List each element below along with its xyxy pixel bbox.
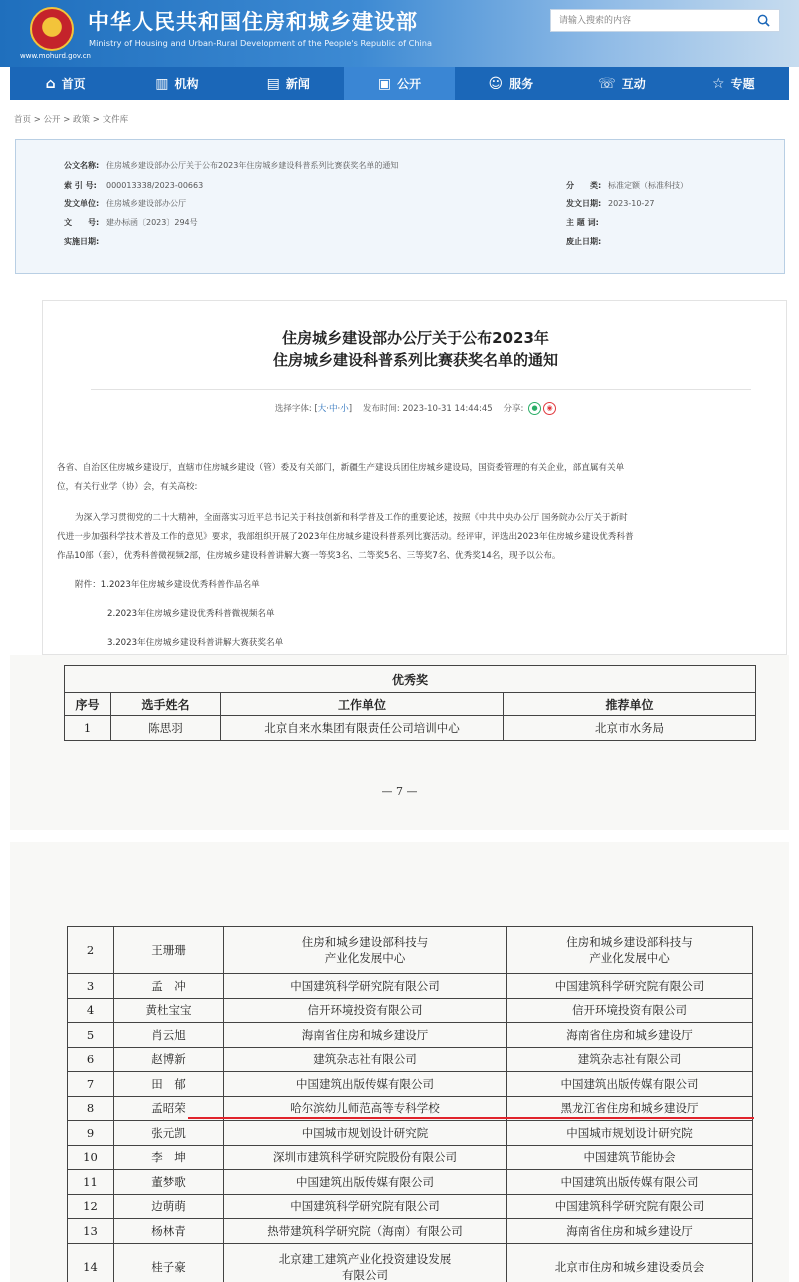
row-9-workplace-text: 中国城市规划设计研究院 [301, 1125, 429, 1140]
paragraph-body-line2: 代进一步加强科学技术普及工作的意见》要求，我部组织开展了2023年住房城乡建设科普系列比赛活动。经评审，评选出2023年住房城乡建设优秀科普 [57, 532, 634, 542]
row-3-workplace [224, 974, 507, 999]
row-8-seq [68, 1096, 114, 1121]
row-11-name-text: 董梦歌 [151, 1174, 186, 1189]
row-10-workplace [224, 1145, 507, 1170]
row-13-workplace-text: 热带建筑科学研究院（海南）有限公司 [267, 1223, 463, 1238]
row-12-name-text: 边萌萌 [151, 1199, 186, 1214]
row-13-name-text: 杨林青 [151, 1223, 186, 1238]
row-6-workplace-text: 建筑杂志社有限公司 [313, 1052, 417, 1067]
table-row [68, 1219, 753, 1244]
wechat-share-icon[interactable]: ● [528, 402, 541, 415]
nav-home[interactable] [10, 67, 121, 100]
row-5-recommender [507, 1023, 753, 1048]
row-5-recommender-text: 海南省住房和城乡建设厅 [566, 1027, 693, 1042]
header-workplace: 工作单位 [221, 693, 504, 716]
row-14-seq-text: 14 [83, 1259, 98, 1274]
site-header [0, 0, 799, 67]
row-5-name-text: 肖云旭 [151, 1027, 186, 1042]
document-icon: ▣ [377, 75, 392, 92]
row-10-seq [68, 1145, 114, 1170]
row-14-workplace-text: 有限公司 [342, 1267, 388, 1282]
paragraph-addressees [57, 459, 777, 497]
row-14-workplace [224, 1243, 507, 1282]
meta-category-value: 标准定额（标准科技） [608, 181, 688, 190]
row-10-recommender-text: 中国建筑节能协会 [583, 1150, 676, 1165]
row-5-seq [68, 1023, 114, 1048]
row-2-seq [68, 927, 114, 974]
award-table-header [64, 665, 756, 741]
row-11-recommender-text: 中国建筑出版传媒有限公司 [560, 1174, 699, 1189]
paragraph-addressees-line2: 位，有关行业学（协）会，有关高校: [57, 482, 198, 492]
table-row [68, 998, 753, 1023]
meta-index-label: 索 引 号: [64, 181, 97, 190]
row-4-workplace-text: 信开环境投资有限公司 [307, 1003, 423, 1018]
title-divider [91, 389, 751, 390]
row-3-recommender-text: 中国建筑科学研究院有限公司 [554, 978, 705, 993]
row-13-recommender [507, 1219, 753, 1244]
home-icon: ⌂ [45, 75, 56, 92]
highlight-underline [188, 1117, 754, 1119]
row-7-recommender-text: 中国建筑出版传媒有限公司 [560, 1076, 699, 1091]
nav-interaction[interactable] [566, 67, 677, 100]
row-8-recommender-text: 黑龙江省住房和城乡建设厅 [560, 1101, 699, 1116]
table-row [65, 716, 756, 741]
row-2-recommender [507, 927, 753, 974]
nav-organization-label: 机构 [174, 77, 199, 91]
row-9-name [114, 1121, 224, 1146]
row-12-seq [68, 1194, 114, 1219]
meta-date-label: 发文日期: [566, 199, 602, 208]
row-2-workplace [224, 927, 507, 974]
row-1-workplace: 北京自来水集团有限责任公司培训中心 [221, 716, 504, 741]
nav-organization[interactable] [121, 67, 232, 100]
row-2-name [114, 927, 224, 974]
meta-effective-label: 实施日期: [64, 237, 100, 246]
scanned-page-8 [10, 842, 789, 1282]
nav-news[interactable] [233, 67, 344, 100]
row-13-seq-text: 13 [83, 1223, 98, 1238]
paragraph-body-line3: 作品10部（套），优秀科普微视频2部，住房城乡建设科普讲解大赛一等奖3名、二等奖5名、三等奖7名、优秀奖14名，现予以公布。 [57, 551, 561, 561]
row-3-name [114, 974, 224, 999]
row-12-workplace [224, 1194, 507, 1219]
row-1-recommender: 北京市水务局 [504, 716, 756, 741]
row-14-seq [68, 1243, 114, 1282]
nav-topics[interactable] [678, 67, 789, 100]
nav-public[interactable] [344, 67, 455, 100]
meta-issuer-label: 发文单位: [64, 199, 100, 208]
table-row [68, 1170, 753, 1195]
table-row [68, 1121, 753, 1146]
row-12-seq-text: 12 [83, 1199, 98, 1214]
row-7-workplace [224, 1072, 507, 1097]
font-medium-link[interactable]: 中 [329, 404, 338, 414]
row-6-seq [68, 1047, 114, 1072]
row-5-name [114, 1023, 224, 1048]
row-6-recommender [507, 1047, 753, 1072]
row-8-seq-text: 8 [86, 1101, 95, 1116]
row-7-recommender [507, 1072, 753, 1097]
row-10-name-text: 李 坤 [151, 1150, 186, 1165]
row-11-seq [68, 1170, 114, 1195]
row-13-workplace [224, 1219, 507, 1244]
row-6-name [114, 1047, 224, 1072]
row-2-recommender-text: 产业化发展中心 [589, 951, 670, 965]
row-12-workplace-text: 中国建筑科学研究院有限公司 [290, 1199, 440, 1214]
row-9-recommender-text: 中国城市规划设计研究院 [566, 1125, 693, 1140]
meta-issuer-value: 住房城乡建设部办公厅 [106, 199, 186, 208]
row-7-seq [68, 1072, 114, 1097]
phone-icon: ☏ [598, 75, 616, 92]
nav-news-label: 新闻 [285, 77, 310, 91]
building-icon: ▥ [155, 75, 169, 92]
article-meta: 选择字体: [大·中·小] 发布时间: 2023-10-31 14:44:45 分享: ● ◉ [43, 402, 788, 415]
scanned-page-7 [10, 655, 789, 830]
table-row [68, 1145, 753, 1170]
row-4-name-text: 黄杜宝宝 [145, 1003, 192, 1018]
row-14-recommender [507, 1243, 753, 1282]
row-3-seq [68, 974, 114, 999]
search-input[interactable] [551, 10, 746, 31]
row-13-seq [68, 1219, 114, 1244]
row-4-seq [68, 998, 114, 1023]
row-13-recommender-text: 海南省住房和城乡建设厅 [566, 1223, 693, 1238]
weibo-share-icon[interactable]: ◉ [543, 402, 556, 415]
row-2-recommender-text: 住房和城乡建设部科技与 [566, 935, 693, 949]
row-9-seq-text: 9 [86, 1125, 95, 1140]
table-row [68, 1243, 753, 1282]
row-6-name-text: 赵博新 [151, 1052, 186, 1067]
table-row [68, 927, 753, 974]
meta-date-value: 2023-10-27 [608, 199, 655, 208]
row-14-workplace-text: 北京建工建筑产业化投资建设发展 [278, 1251, 452, 1266]
row-6-workplace [224, 1047, 507, 1072]
table-row [68, 1194, 753, 1219]
breadcrumb[interactable]: 首页 > 公开 > 政策 > 文件库 [14, 115, 129, 125]
row-12-recommender-text: 中国建筑科学研究院有限公司 [554, 1199, 705, 1214]
meta-name-value: 住房城乡建设部办公厅关于公布2023年住房城乡建设科普系列比赛获奖名单的通知 [106, 161, 399, 170]
award-table-continued [67, 926, 753, 1282]
row-4-recommender-text: 信开环境投资有限公司 [572, 1003, 687, 1018]
row-9-recommender [507, 1121, 753, 1146]
row-7-workplace-text: 中国建筑出版传媒有限公司 [296, 1076, 434, 1091]
row-8-name-text: 孟昭荣 [151, 1101, 186, 1116]
attachment-2[interactable]: 2.2023年住房城乡建设优秀科普微视频名单 [107, 609, 275, 619]
publish-time: 发布时间: 2023-10-31 14:44:45 [362, 404, 493, 414]
row-11-seq-text: 11 [83, 1174, 98, 1189]
table-row [68, 1023, 753, 1048]
row-10-name [114, 1145, 224, 1170]
row-11-name [114, 1170, 224, 1195]
nav-topics-label: 专题 [730, 77, 755, 91]
row-2-name-text: 王珊珊 [151, 943, 186, 957]
header-name: 选手姓名 [111, 693, 221, 716]
row-9-workplace [224, 1121, 507, 1146]
attachment-3[interactable]: 3.2023年住房城乡建设科普讲解大赛获奖名单 [107, 638, 284, 648]
search-box [550, 9, 780, 32]
row-2-workplace-text: 住房和城乡建设部科技与 [301, 935, 429, 949]
row-13-name [114, 1219, 224, 1244]
search-button[interactable] [747, 10, 779, 31]
document-metadata [15, 139, 785, 274]
row-4-workplace [224, 998, 507, 1023]
person-icon: ☺ [488, 75, 504, 92]
meta-category-label: 分 类: [566, 181, 602, 190]
row-14-name-text: 桂子豪 [151, 1259, 186, 1274]
row-6-recommender-text: 建筑杂志社有限公司 [577, 1052, 682, 1067]
row-8-workplace-text: 哈尔滨幼儿师范高等专科学校 [290, 1101, 440, 1116]
row-2-seq-text: 2 [86, 943, 95, 957]
table-row [68, 1047, 753, 1072]
nav-service[interactable] [455, 67, 566, 100]
row-3-recommender [507, 974, 753, 999]
row-7-name-text: 田 郁 [151, 1076, 186, 1091]
row-6-seq-text: 6 [86, 1052, 95, 1067]
meta-name-label: 公文名称: [64, 161, 100, 170]
site-subtitle: Ministry of Housing and Urban-Rural Development of the People's Republic of China [89, 38, 433, 48]
row-9-name-text: 张元凯 [151, 1125, 186, 1140]
meta-docno-value: 建办标函〔2023〕294号 [106, 218, 198, 227]
row-12-recommender [507, 1194, 753, 1219]
table-row [68, 974, 753, 999]
meta-docno-label: 文 号: [64, 218, 100, 227]
row-4-name [114, 998, 224, 1023]
row-5-workplace [224, 1023, 507, 1048]
row-10-seq-text: 10 [83, 1150, 98, 1165]
row-14-recommender-text: 北京市住房和城乡建设委员会 [554, 1259, 705, 1274]
row-5-seq-text: 5 [86, 1027, 95, 1042]
row-4-recommender [507, 998, 753, 1023]
paragraph-addressees-line1: 各省、自治区住房城乡建设厅，直辖市住房城乡建设（管）委及有关部门，新疆生产建设兵团住房城乡建设局，国资委管理的有关企业，部直属有关单 [57, 463, 625, 473]
header-recommender: 推荐单位 [504, 693, 756, 716]
header-seq: 序号 [65, 693, 111, 716]
row-12-name [114, 1194, 224, 1219]
row-9-seq [68, 1121, 114, 1146]
row-1-name: 陈思羽 [111, 716, 221, 741]
font-small-link[interactable]: 小 [340, 404, 349, 414]
row-3-name-text: 孟 冲 [151, 978, 186, 993]
row-11-workplace-text: 中国建筑出版传媒有限公司 [296, 1174, 434, 1189]
row-11-workplace [224, 1170, 507, 1195]
paragraph-body [57, 509, 777, 566]
meta-subject-label: 主 题 词: [566, 218, 599, 227]
meta-index-value: 000013338/2023-00663 [106, 181, 204, 190]
national-emblem-icon[interactable] [30, 7, 74, 51]
font-size-label: 选择字体: [ [274, 404, 318, 414]
news-icon: ▤ [266, 75, 280, 92]
row-7-name [114, 1072, 224, 1097]
nav-home-label: 首页 [61, 77, 86, 91]
row-4-seq-text: 4 [86, 1003, 95, 1018]
row-11-recommender [507, 1170, 753, 1195]
site-url: www.mohurd.gov.cn [20, 52, 91, 60]
section-title: 优秀奖 [65, 666, 756, 693]
share-label: 分享: [503, 404, 524, 414]
row-2-workplace-text: 产业化发展中心 [324, 951, 406, 965]
meta-abolish-label: 废止日期: [566, 237, 602, 246]
row-1-seq: 1 [65, 716, 111, 741]
attachment-1[interactable]: 附件：1.2023年住房城乡建设优秀科普作品名单 [75, 580, 260, 590]
article-title-line1: 住房城乡建设部办公厅关于公布2023年 [282, 329, 549, 347]
row-10-recommender [507, 1145, 753, 1170]
star-icon: ☆ [712, 75, 725, 92]
row-7-seq-text: 7 [86, 1076, 95, 1091]
site-title[interactable]: 中华人民共和国住房和城乡建设部 [88, 10, 418, 34]
font-size-close: ] [348, 404, 353, 414]
page-number: — 7 — [381, 785, 418, 798]
nav-interaction-label: 互动 [621, 77, 646, 91]
paragraph-body-line1: 为深入学习贯彻党的二十大精神，全面落实习近平总书记关于科技创新和科学普及工作的重要论述，按照《中共中央办公厅 国务院办公厅关于新时 [75, 513, 628, 523]
article-title-line2: 住房城乡建设科普系列比赛获奖名单的通知 [272, 351, 558, 369]
main-nav [10, 67, 789, 100]
table-row [68, 1072, 753, 1097]
nav-service-label: 服务 [509, 77, 534, 91]
font-large-link[interactable]: 大 [317, 404, 327, 414]
row-3-workplace-text: 中国建筑科学研究院有限公司 [290, 978, 440, 993]
row-5-workplace-text: 海南省住房和城乡建设厅 [301, 1027, 429, 1042]
row-10-workplace-text: 深圳市建筑科学研究院股份有限公司 [273, 1150, 457, 1165]
row-3-seq-text: 3 [86, 978, 95, 993]
nav-public-label: 公开 [397, 77, 422, 91]
article [42, 300, 787, 655]
row-14-name [114, 1243, 224, 1282]
search-icon [757, 14, 770, 27]
